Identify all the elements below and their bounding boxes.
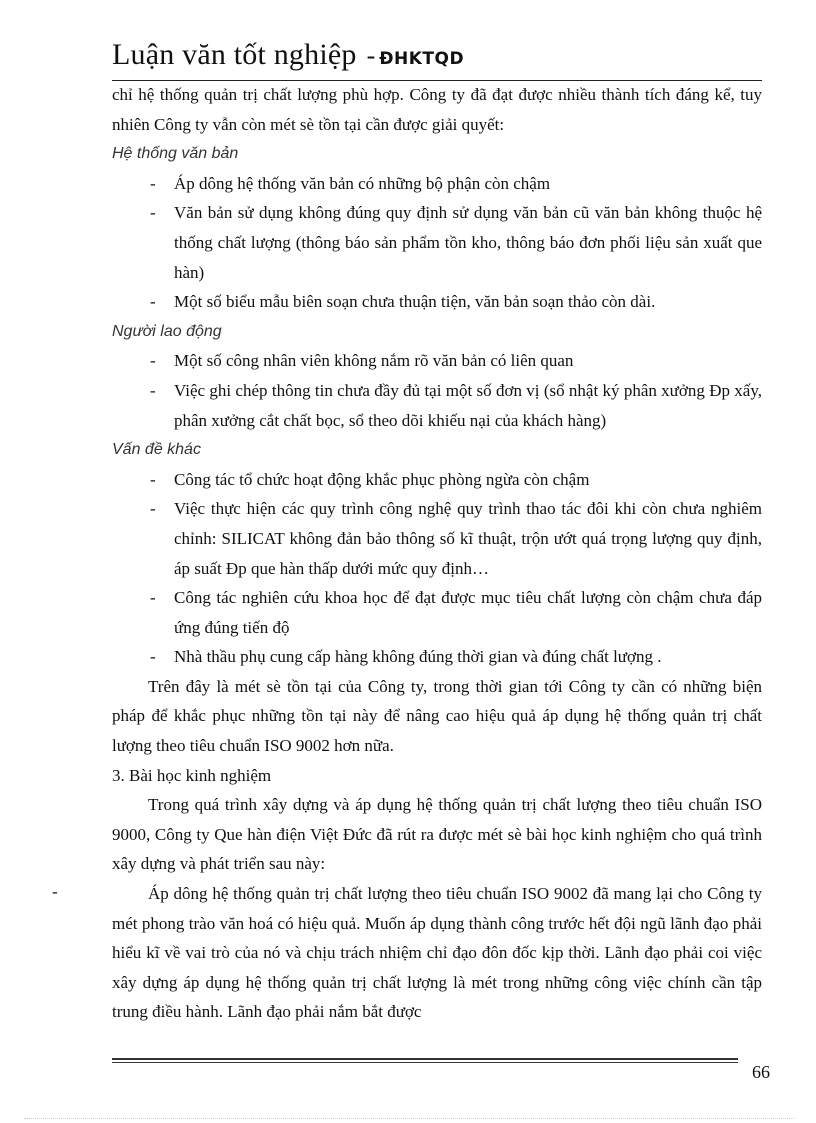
list-item: - Công tác tổ chức hoạt động khắc phục phòng ngừa còn chậm [112, 465, 762, 495]
margin-mark: - [52, 882, 58, 901]
bullet-dash: - [150, 203, 156, 223]
footer-rule [112, 1058, 738, 1063]
section-documents [112, 139, 762, 317]
list-item: - Áp dông hệ thống văn bản có những bộ phận còn chậm [112, 169, 762, 199]
bullet-dash: - [150, 380, 156, 400]
section-heading: Vấn đề khác [112, 441, 201, 459]
closing-paragraph: Trên đây là mét sè tồn tại của Công ty, trong thời gian tới Công ty cần có những biện pháp để khắc phục những tồn tại này để nâng cao hiệu quả áp dụng hệ thống quản trị chất lượng theo tiêu chuẩn ISO 9002 hơn nữa. [112, 676, 762, 756]
section-title: 3. Bài học kinh nghiệm [112, 765, 272, 785]
page-header [112, 38, 762, 81]
header-org: ĐHKTQD [379, 49, 465, 69]
list-item: - Nhà thầu phụ cung cấp hàng không đúng thời gian và đúng chất lượng . [112, 642, 762, 672]
bullet-dash: - [150, 469, 156, 489]
bullet-dash: - [150, 173, 156, 193]
list-item: - Việc thực hiện các quy trình công nghệ quy trình thao tác đôi khi còn chưa nghiêm chỉnh: SILICAT không đản bảo thông số kĩ thuật, trộn ướt quá trọng lượng quy định, áp suất Đp que hàn thấp dưới mức quy định… [112, 494, 762, 583]
body-paragraph: Trong quá trình xây dựng và áp dụng hệ thống quản trị chất lượng theo tiêu chuẩn ISO 9000, Công ty Que hàn điện Việt Đức đã rút ra được mét sè bài học kinh nghiệm cho quá trình xây dựng và phát triển sau này: [112, 795, 762, 874]
header-separator: - [366, 41, 376, 70]
page-number: 66 [752, 1062, 770, 1082]
header-title: Luận văn tốt nghiệp [112, 38, 357, 71]
list-item: - Văn bản sử dụng không đúng quy định sử dụng văn bản cũ văn bản không thuộc hệ thống chất lượng (thông báo sản phẩm tồn kho, thông báo đơn phối liệu sản xuất que hàn) [112, 198, 762, 287]
bullet-dash: - [150, 647, 156, 667]
list-item: - Việc ghi chép thông tin chưa đầy đủ tại một số đơn vị (sổ nhật ký phân xưởng Đp xấy, phân xưởng cắt chất bọc, sổ theo dõi khiếu nại của khách hàng) [112, 376, 762, 435]
bullet-dash: - [150, 292, 156, 312]
bullet-dash: - [150, 588, 156, 608]
body-paragraph: Áp dông hệ thống quản trị chất lượng theo tiêu chuẩn ISO 9002 đã mang lại cho Công ty mét phong trào văn hoá có hiệu quả. Muốn áp dụng thành công trước hết đội ngũ lãnh đạo phải hiểu kĩ về vai trò của nó và chịu trách nhiệm chỉ đạo đôn đốc kịp thời. Lãnh đạo phải coi việc xây dựng áp dụng hệ thống quản trị chất lượng là mét trong những công việc chính cần tập trung điều hành. Lãnh đạo phải nắm bắt được [112, 884, 762, 1022]
section-heading: Người lao động [112, 322, 222, 340]
document-body [112, 80, 762, 1027]
list-item: - Một số biểu mẫu biên soạn chưa thuận tiện, văn bản soạn thảo còn dài. [112, 287, 762, 317]
section-workers [112, 317, 762, 435]
section-heading: Hệ thống văn bản [112, 145, 239, 163]
intro-paragraph: chỉ hệ thống quản trị chất lượng phù hợp. Công ty đã đạt được nhiều thành tích đáng kể, tuy nhiên Công ty vẫn còn mét sè tồn tại cần được giải quyết: [112, 85, 762, 134]
section-other [112, 435, 762, 672]
list-item: - Một số công nhân viên không nắm rõ văn bản có liên quan [112, 346, 762, 376]
bullet-dash: - [150, 499, 156, 519]
bullet-dash: - [150, 351, 156, 371]
page-edge-divider [24, 1118, 794, 1119]
list-item: - Công tác nghiên cứu khoa học để đạt được mục tiêu chất lượng còn chậm chưa đáp ứng đúng tiến độ [112, 583, 762, 642]
